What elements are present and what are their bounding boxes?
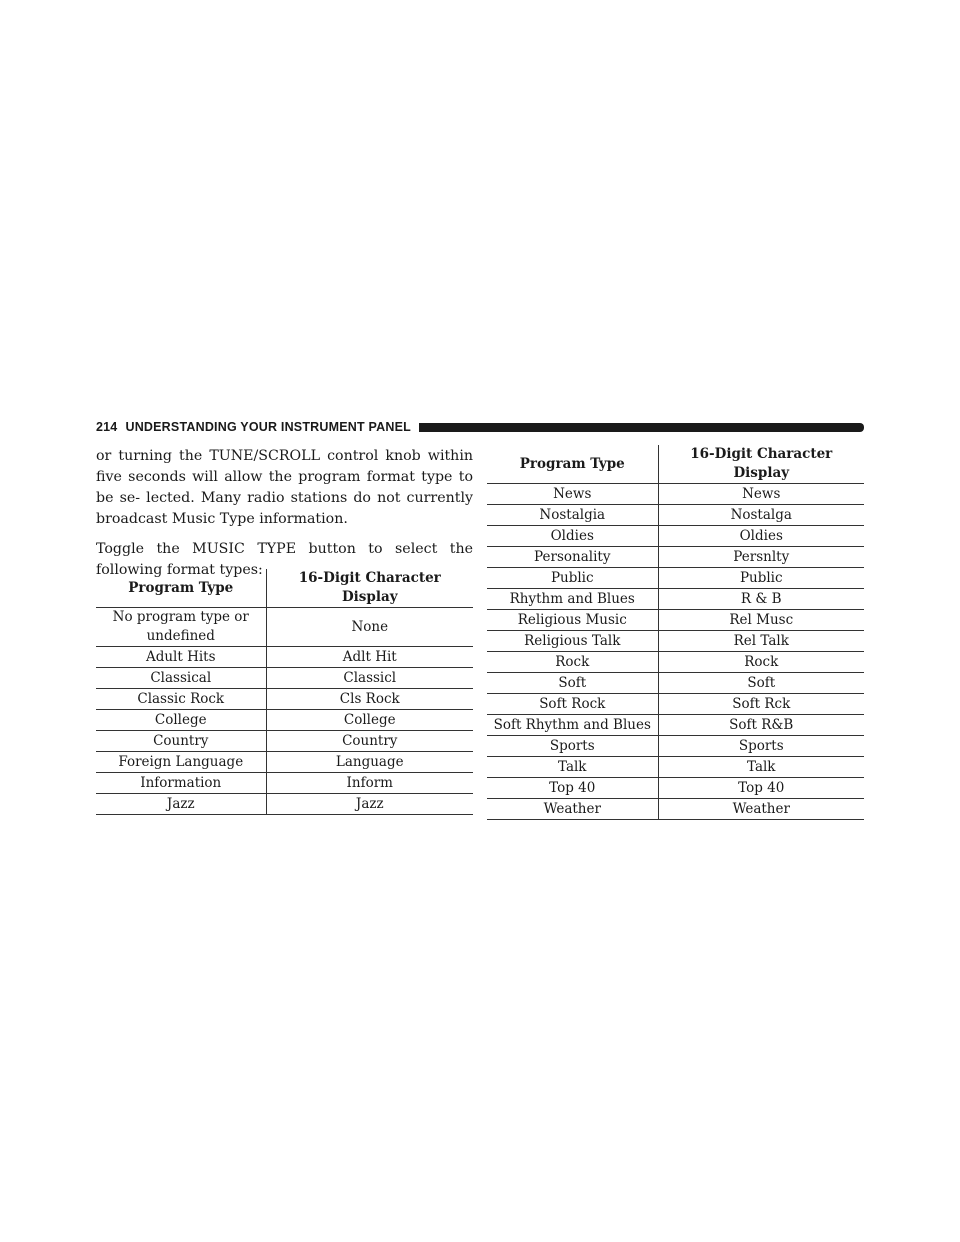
program-type-cell: Top 40 [487, 778, 658, 799]
table-row [487, 526, 864, 547]
table-row [487, 631, 864, 652]
display-cell: Rel Musc [658, 610, 864, 631]
program-type-cell: Classic Rock [96, 689, 266, 710]
program-type-cell: Sports [487, 736, 658, 757]
table-row [96, 608, 473, 647]
display-cell: Cls Rock [266, 689, 473, 710]
paragraph-toggle-instructions: Toggle the MUSIC TYPE button to select the following format types: [96, 541, 473, 578]
table-row [487, 484, 864, 505]
program-type-cell: Talk [487, 757, 658, 778]
program-type-cell: Soft Rock [487, 694, 658, 715]
program-type-cell: Classical [96, 668, 266, 689]
paragraph-continuation: or turning the TUNE/SCROLL control knob within five seconds will allow the program format type to be se- lected. Many radio stations do not currently broadcast Music Type information. [96, 448, 473, 527]
program-type-cell: Soft Rhythm and Blues [487, 715, 658, 736]
page-number: 214 [96, 420, 118, 434]
table-row [96, 668, 473, 689]
table-row [96, 689, 473, 710]
display-cell: Persnlty [658, 547, 864, 568]
column-header-character-display: 16-Digit Character Display [658, 445, 864, 484]
table-header-row [96, 569, 473, 608]
display-cell: R & B [658, 589, 864, 610]
table-row [487, 589, 864, 610]
table-row [487, 568, 864, 589]
display-cell: Classicl [266, 668, 473, 689]
display-cell: Soft Rck [658, 694, 864, 715]
display-cell: Rock [658, 652, 864, 673]
display-cell: None [266, 608, 473, 647]
program-type-table-left [96, 569, 473, 815]
program-type-table-right [487, 445, 864, 820]
display-cell: Language [266, 752, 473, 773]
program-type-cell: Oldies [487, 526, 658, 547]
table-row [96, 647, 473, 668]
display-cell: Inform [266, 773, 473, 794]
program-type-cell: Rock [487, 652, 658, 673]
program-type-cell: Rhythm and Blues [487, 589, 658, 610]
display-cell: Jazz [266, 794, 473, 815]
section-title: UNDERSTANDING YOUR INSTRUMENT PANEL [125, 420, 411, 434]
program-type-cell: Religious Talk [487, 631, 658, 652]
display-cell: News [658, 484, 864, 505]
table-header-row [487, 445, 864, 484]
display-cell: Top 40 [658, 778, 864, 799]
display-cell: College [266, 710, 473, 731]
table-row [487, 547, 864, 568]
program-type-cell: Public [487, 568, 658, 589]
table-row [487, 610, 864, 631]
table-row [487, 694, 864, 715]
display-cell: Talk [658, 757, 864, 778]
program-type-cell: Country [96, 731, 266, 752]
display-cell: Rel Talk [658, 631, 864, 652]
table-row [487, 652, 864, 673]
display-cell: Sports [658, 736, 864, 757]
column-header-character-display: 16-Digit Character Display [266, 569, 473, 608]
display-cell: Soft [658, 673, 864, 694]
table-row [487, 757, 864, 778]
table-row [487, 505, 864, 526]
program-type-cell: Weather [487, 799, 658, 820]
table-row [96, 794, 473, 815]
display-cell: Public [658, 568, 864, 589]
program-type-cell: Soft [487, 673, 658, 694]
table-row [487, 673, 864, 694]
display-cell: Soft R&B [658, 715, 864, 736]
program-type-cell: Jazz [96, 794, 266, 815]
display-cell: Oldies [658, 526, 864, 547]
table-row [96, 710, 473, 731]
program-type-cell: News [487, 484, 658, 505]
program-type-cell: Religious Music [487, 610, 658, 631]
table-row [96, 773, 473, 794]
table-row [96, 752, 473, 773]
program-type-cell: College [96, 710, 266, 731]
program-type-cell: Personality [487, 547, 658, 568]
header-rule [419, 423, 864, 432]
program-type-cell: Nostalgia [487, 505, 658, 526]
display-cell: Adlt Hit [266, 647, 473, 668]
table-row [96, 731, 473, 752]
display-cell: Nostalga [658, 505, 864, 526]
program-type-cell: Foreign Language [96, 752, 266, 773]
page-header [96, 416, 864, 438]
display-cell: Country [266, 731, 473, 752]
table-row [487, 715, 864, 736]
display-cell: Weather [658, 799, 864, 820]
table-row [487, 778, 864, 799]
table-row [487, 736, 864, 757]
column-header-program-type: Program Type [96, 569, 266, 608]
program-type-cell: Information [96, 773, 266, 794]
program-type-cell: No program type or undefined [96, 608, 266, 647]
table-row [487, 799, 864, 820]
program-type-cell: Adult Hits [96, 647, 266, 668]
column-header-program-type: Program Type [487, 445, 658, 484]
